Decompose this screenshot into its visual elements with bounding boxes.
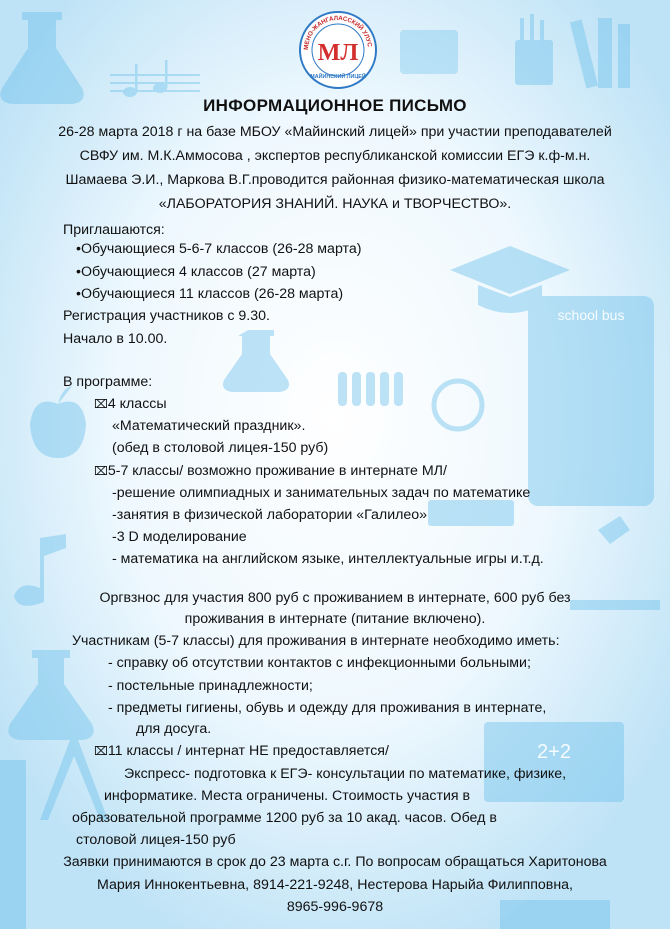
logo-ring-text: МЕНО-ЖАНГАЛАССКИЙ УЛУС [302,14,373,51]
grade57-item: -занятия в физической лаборатории «Галилео» [112,507,428,523]
fee-line: проживания в интернате (питание включено). [184,611,486,627]
intro-line: Шамаева Э.И., Маркова В.Г.проводится районная физико-математическая школа [65,172,605,188]
checkbox-mark-icon: ⌧ [94,397,108,411]
registration-time: Регистрация участников с 9.30. [63,308,270,324]
requirement-item: для досуга. [136,721,212,737]
requirements-heading: Участникам (5-7 классы) для проживания в интернате необходимо иметь: [72,633,560,649]
grade11-line: Экспресс- подготовка к ЕГЭ- консультации по математике, физике, [124,766,567,782]
start-time: Начало в 10.00. [63,331,168,347]
board-text: 2+2 [537,741,571,763]
fee-line: Оргвзнос для участия 800 руб с проживанием в интернате, 600 руб без [99,590,571,606]
invited-item: •Обучающиеся 11 классов (26-28 марта) [76,286,344,302]
letter-title: ИНФОРМАЦИОННОЕ ПИСЬМО [203,96,467,115]
grade4-item: (обед в столовой лицея-150 руб) [112,440,329,456]
checkbox-mark-icon: ⌧ [94,744,108,758]
grade11-heading: ⌧11 классы / интернат НЕ предоставляется/ [94,743,389,759]
requirement-item: - справку об отсутствии контактов с инфекционными больными; [108,655,531,671]
invited-heading: Приглашаются: [63,222,165,238]
checkbox-mark-icon: ⌧ [94,464,108,478]
program-heading: В программе: [63,374,153,390]
grade4-item: «Математический праздник». [112,418,306,434]
intro-line: СВФУ им. М.К.Аммосова , экспертов республиканской комиссии ЕГЭ к.ф-м.н. [79,148,591,164]
requirement-item: - предметы гигиены, обувь и одежду для проживания в интернате, [108,700,547,716]
requirement-item: - постельные принадлежности; [108,678,313,694]
contacts-line: Заявки принимаются в срок до 23 марта с.г. По вопросам обращаться Харитонова [63,854,607,870]
grade57-heading: ⌧5-7 классы/ возможно проживание в интернате МЛ/ [94,463,447,479]
contacts-line: Мария Иннокентьевна, 8914-221-9248, Нестерова Нарыйа Филипповна, [96,877,573,893]
invited-item: •Обучающиеся 4 классов (27 марта) [76,264,316,280]
grade11-line: образовательной программе 1200 руб за 10 акад. часов. Обед в [72,810,497,826]
invited-item: •Обучающиеся 5-6-7 классов (26-28 марта) [76,241,362,257]
intro-line: 26-28 марта 2018 г на базе МБОУ «Майинский лицей» при участии преподавателей [58,124,612,140]
logo-bottom-text: МАЙИНСКИЙ ЛИЦЕЙ [310,74,366,80]
grade11-line: информатике. Места ограничены. Стоимость участия в [104,788,471,804]
grade57-item: - математика на английском языке, интеллектуальные игры и.т.д. [112,551,544,567]
contacts-line: 8965-996-9678 [286,899,384,915]
grade57-item: -3 D моделирование [112,529,247,545]
logo-monogram: МЛ [317,40,359,66]
grade57-item: -решение олимпиадных и занимательных задач по математике [112,485,531,501]
bus-label: school bus [557,307,625,323]
grade4-heading: ⌧4 классы [94,396,167,412]
intro-line: «ЛАБОРАТОРИЯ ЗНАНИЙ. НАУКА и ТВОРЧЕСТВО». [158,196,512,212]
grade11-line: столовой лицея-150 руб [76,832,236,848]
